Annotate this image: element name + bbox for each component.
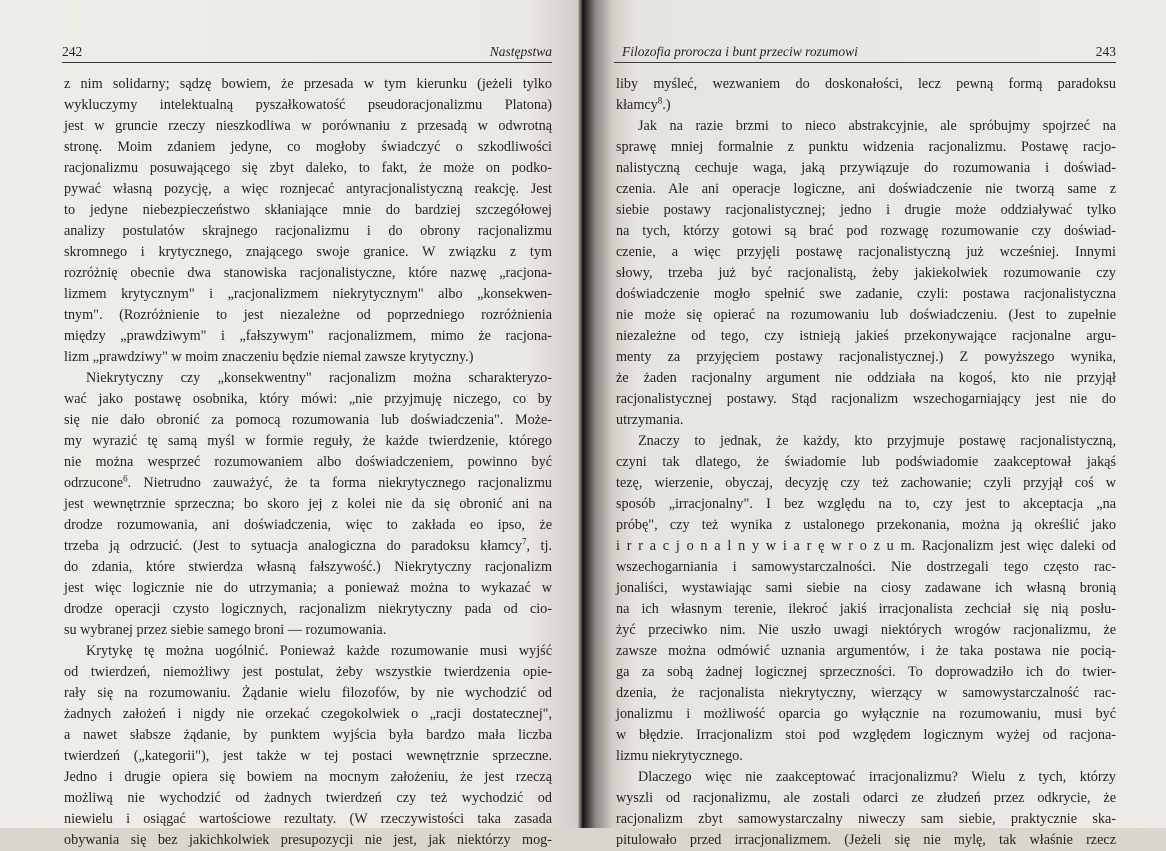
text-line: z nim solidarny; sądzę bowiem, że przesada w tym kierunku (jeżeli tylko	[64, 76, 552, 92]
running-title: Filozofia proroczа i bunt przeciw rozumowi	[622, 44, 858, 59]
text-line: drodze operacji czysto logicznych, racjonalizm niekrytyczny pada od cio-	[64, 601, 552, 617]
text-line: racjonalizmu posuwającego się zbyt daleko, to fakt, że może on podko-	[64, 160, 552, 176]
text-line: rozróżnię obecnie dwa stanowiska racjonalistyczne, które nazwę „racjona-	[64, 265, 552, 281]
text-line: słowy, trzeba już być racjonalistą, żeby jakiekolwiek rozumowanie czy	[616, 265, 1116, 281]
text-line: Krytykę tę można uogólnić. Ponieważ każde rozumowanie musi wyjść	[86, 643, 552, 659]
body-text	[64, 74, 552, 851]
text-line: trzeba ją odrzucić. (Jest to sytuacja analogiczna do paradoksu kłamcy$^7$, tj.	[64, 536, 552, 554]
text-line: wać jako postawę osobnika, który mówi: „nie przyjmuję niczego, co by	[64, 391, 552, 407]
text-line: lizmu niekrytycznego.	[616, 748, 743, 764]
right-page	[584, 0, 1166, 848]
body-text	[616, 74, 1116, 851]
header-rule	[614, 62, 1116, 63]
text-line: obywania się bez jakichkolwiek presupozycji nie jest, jak niektórzy mog-	[64, 832, 552, 848]
text-line: niewielu i osiągać wartościowe rezultaty. (W rzeczywistości taka zasada	[64, 811, 552, 827]
text-line: na ich własnym terenie, ilekroć jakiś irracjonalista zechciał się nią posłu-	[616, 601, 1116, 617]
text-line: zawsze można odmówić uznania argumentów, i że taka postawa nie pocią-	[616, 643, 1116, 659]
text-line: dzenia, że racjonalista niekrytyczny, wierzący w samowystarczalność rac-	[616, 685, 1116, 701]
text-line: utrzymania.	[616, 412, 684, 428]
text-line: racjonalistycznej postawy. Stąd racjonalizm wszechogarniający jest nie do	[616, 391, 1116, 407]
text-line: wyszli od racjonalizmu, ale zostali odarci ze złudzeń przez odkrycie, że	[616, 790, 1116, 806]
text-line: my wyrazić tę samą myśl w formie reguły, że każde twierdzenie, którego	[64, 433, 552, 449]
text-line: Niekrytyczny czy „konsekwentny" racjonalizm można scharakteryzo-	[86, 370, 552, 386]
text-line: analizy postulatów skrajnego racjonalizmu i do obrony racjonalizmu	[64, 223, 552, 239]
text-line: twierdzeń („kategorii"), jest także w tej postaci wewnętrznie sprzeczne.	[64, 748, 552, 764]
text-line: jest wewnętrznie sprzeczna; bo skoro jej z kolei nie da się obronić ani na	[64, 496, 552, 512]
text-line: lizmem krytycznym" i „racjonalizmem niekrytycznym" albo „konsekwen-	[64, 286, 552, 302]
text-line: to jedyne niebezpieczeństwo skłaniające mnie do bardziej szczegółowej	[64, 202, 552, 218]
text-line: pitulowało przed irracjonalizmem. (Jeżeli się nie mylę, tak właśnie rzecz	[616, 832, 1116, 848]
text-line: Dlaczego więc nie zaakceptować irracjonalizmu? Wielu z tych, którzy	[638, 769, 1116, 785]
text-line: żadnych założeń i nigdy nie orzekać czegokolwiek o „racji dostatecznej",	[64, 706, 552, 722]
text-line: jonalizmu i możliwość oparcia go wyłącznie na rozumowaniu, musi być	[616, 706, 1116, 722]
page-number: 243	[1095, 44, 1116, 59]
text-line: czenia. Ale ani operacje logiczne, ani doświadczenie nie tworzą same z	[616, 181, 1116, 197]
footnote-ref: 7	[521, 536, 527, 547]
text-line: jonaliści, wystawiając sami siebie na ciosy zadawane ich własną bronią	[616, 580, 1116, 596]
text-line: się nie dało obronić za pomocą rozumowania lub doświadczenia". Może-	[64, 412, 552, 428]
text-line: sposób „irracjonalny". I bez względu na to, czy jest to akceptacja „na	[616, 496, 1116, 512]
text-line: doświadczenie mogło spełnić swe zadanie, czyli: postawa racjonalistyczna	[616, 286, 1116, 302]
text-line: a nawet słabsze żądanie, by punktem wyjścia była bardzo mała liczba	[64, 727, 552, 743]
header-rule	[62, 62, 552, 63]
text-line: czyni tak dlatego, że świadomie lub podświadomie zaakceptował jakąś	[616, 454, 1116, 470]
text-line: stronę. Moim zdaniem jedyne, co mogłoby świadczyć o szkodliwości	[64, 139, 552, 155]
text-line: czenie, a więc przyjęli postawę racjonalistyczną już wcześniej. Innymi	[616, 244, 1116, 260]
text-line: możliwą nie wychodzić od żadnych twierdzeń czy też wychodzić od	[64, 790, 552, 806]
footnote-ref: 8	[657, 95, 663, 106]
text-line: sprawę mniej formalnie z punktu widzenia racjonalizmu. Postawę racjo-	[616, 139, 1116, 155]
text-line: wszechogarniania i samowystarczalności. Nie dostrzegali tego często rac-	[616, 559, 1116, 575]
text-line: Znaczy to jednak, że każdy, kto przyjmuje postawę racjonalistyczną,	[638, 433, 1116, 449]
text-line: jest w gruncie rzeczy nieszkodliwa w porównaniu z przesadą w odwrotną	[64, 118, 552, 134]
left-page	[0, 0, 582, 848]
text-line: racjonalizm zbyt samowystarczalny niweczy sam siebie, praktycznie ska-	[616, 811, 1116, 827]
text-line: nie może się opierać na rozumowaniu lub doświadczeniu. (Jest to zupełnie	[616, 307, 1116, 323]
text-line: nie można wesprzeć rozumowaniem albo doświadczeniem, powinno być	[64, 454, 552, 470]
text-line: na tych, którzy gotowi są brać pod rozwagę rozumowanie czy doświad-	[616, 223, 1116, 239]
text-line: nalistyczną cechuje waga, jaką przywiązuje do rozumowania i doświad-	[616, 160, 1116, 176]
text-line: Jak na razie brzmi to nieco abstrakcyjnie, ale spróbujmy spojrzeć na	[638, 118, 1116, 134]
text-line: liby myśleć, wezwaniem do doskonałości, lecz pewną formą paradoksu	[616, 76, 1116, 92]
text-line: odrzucone$^6$. Nietrudno zauważyć, że ta forma niekrytycznego racjonalizmu	[64, 473, 552, 491]
text-line: ga za sobą żadnej logicznej sprzeczności. To doprowadziło ich do twier-	[616, 664, 1116, 680]
text-line: tnym". (Rozróżnienie to jest niezależne od poprzedniego rozróżnienia	[64, 307, 552, 323]
text-line: próbę", czy też wynika z ustalonego przekonania, można ją określić jako	[616, 517, 1116, 533]
text-line: od twierdzeń, niemożliwy jest postulat, żeby wszystkie twierdzenia opie-	[64, 664, 552, 680]
text-line: niezależne od tego, czy istnieją jakieś przekonywające racjonalne argu-	[616, 328, 1116, 344]
text-line: tezę, wierzenie, obyczaj, decyzję czy też zachowanie; czyli przyjął coś w	[616, 475, 1116, 491]
footnote-ref: 6	[123, 473, 128, 484]
page-number: 242	[62, 44, 83, 59]
text-line: do zdania, które stwierdza własną fałszywość.) Niekrytyczny racjonalizm	[64, 559, 552, 575]
text-line: skromnego i krytycznego, znającego swoje granice. W związku z tym	[64, 244, 552, 260]
text-line: żyć przeciwko nim. Nie uszło uwagi niektórych wrogów racjonalizmu, że	[616, 622, 1116, 638]
running-title: Następstwa	[489, 44, 552, 59]
text-line: i r r a c j o n a l n y w i a r ę w r o z u m. Racjonalizm jest więc daleki od	[616, 538, 1116, 554]
text-line: że żaden racjonalny argument nie oddziała na kogoś, kto nie przyjął	[616, 370, 1116, 386]
text-line: lizm „prawdziwy" w moim znaczeniu będzie niemal zawsze krytyczny.)	[64, 349, 474, 365]
text-line: jest więc logicznie nie do utrzymania; a ponieważ można to wykazać w	[64, 580, 552, 596]
text-line: siebie postawy racjonalistycznej; jedno i drugie może oddziaływać tylko	[616, 202, 1116, 218]
text-line: su wybranej przez siebie samego broni — rozumowania.	[64, 622, 387, 638]
text-line: drodze rozumowania, ani doświadczenia, więc to zakłada eo ipso, że	[64, 517, 552, 533]
text-line: pywać własną pozycję, a więc roznjecać antyracjonalistyczną reakcję. Jest	[64, 181, 552, 197]
text-line: między „prawdziwym" i „fałszywym" racjonalizmem, mimo że racjona-	[64, 328, 552, 344]
text-line: wykluczymy intelektualną pyszałkowatość pseudoracjonalizmu Platona)	[64, 97, 552, 113]
text-line: w błędzie. Irracjonalizm stoi pod względem logicznym wyżej od racjona-	[616, 727, 1116, 743]
text-line: menty za przyjęciem postawy racjonalistycznej.) Z powyższego wynika,	[616, 349, 1116, 365]
text-line: rały się na rozumowaniu. Żądanie wielu filozofów, by nie wychodzić od	[64, 685, 552, 701]
text-line: kłamcy$^8$.)	[616, 95, 671, 113]
text-line: Jedno i drugie opiera się bowiem na mocnym założeniu, że jest rzeczą	[64, 769, 552, 785]
